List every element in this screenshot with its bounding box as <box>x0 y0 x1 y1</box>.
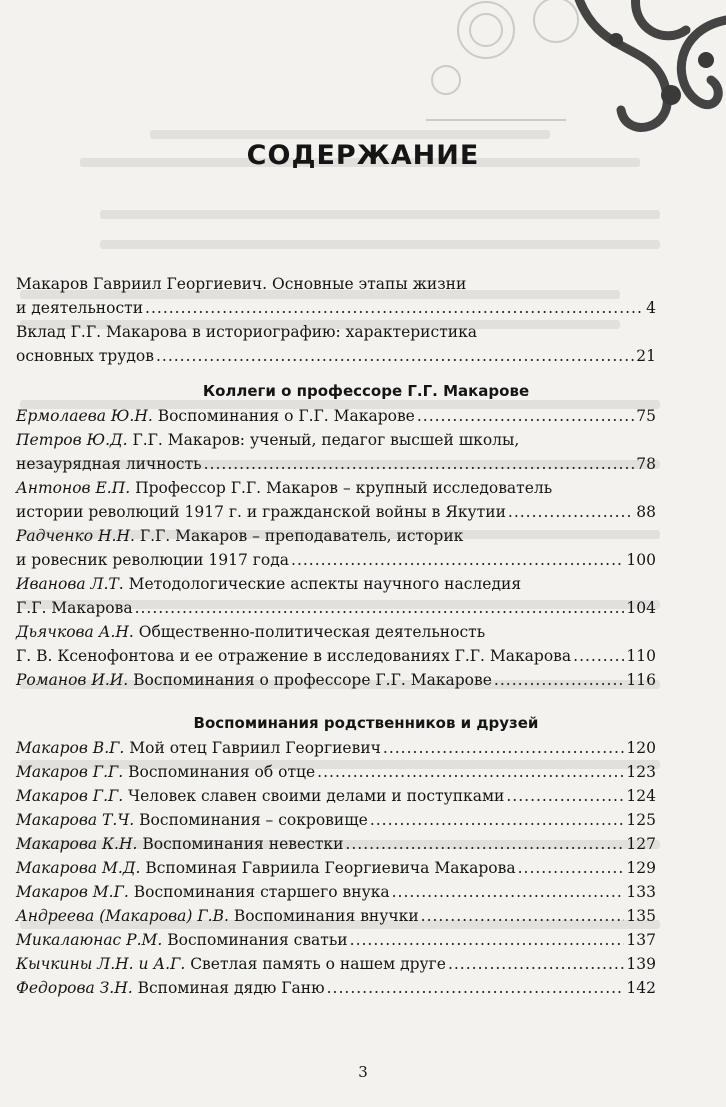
toc-entry: Макарова Т.Ч. Воспоминания – сокровище ..... 125 <box>16 808 656 832</box>
page-number: 125 <box>626 811 656 829</box>
entry-author: Макарова К.Н. <box>16 835 138 853</box>
toc-entry: Романов И.И. Воспоминания о профессоре Г.Г. Макарове ..... 116 <box>16 668 656 692</box>
toc-entry: Г.Г. Макарова ..... 104 <box>16 596 656 620</box>
toc-entry: Г. В. Ксенофонтова и ее отражение в исследованиях Г.Г. Макарова ..... 110 <box>16 644 656 668</box>
toc-entry: Кычкины Л.Н. и А.Г. Светлая память о нашем друге ..... 139 <box>16 952 656 976</box>
page-number: 124 <box>626 787 656 805</box>
dot-leader <box>392 880 625 904</box>
dot-leader <box>518 856 625 880</box>
page-number: 120 <box>626 739 656 757</box>
page-number: 104 <box>626 599 656 617</box>
toc-entry: Макарова К.Н. Воспоминания невестки ..... 127 <box>16 832 656 856</box>
entry-author: Макаров М.Г. <box>16 883 129 901</box>
dot-leader <box>370 808 625 832</box>
section-heading: Воспоминания родственников и друзей <box>193 714 539 732</box>
entry-author: Ермолаева Ю.Н. <box>16 407 153 425</box>
entry-author: Макаров Г.Г. <box>16 787 124 805</box>
toc-entry: Радченко Н.Н. Г.Г. Макаров – преподаватель, историк <box>16 527 464 545</box>
page-number: 123 <box>626 763 656 781</box>
toc-entry: Иванова Л.Т. Методологические аспекты научного наследия <box>16 575 522 593</box>
toc-entry: Дьячкова А.Н. Общественно-политическая деятельность <box>16 623 486 641</box>
entry-author: Андреева (Макарова) Г.В. <box>16 907 229 925</box>
toc-entry: Вклад Г.Г. Макарова в историографию: характеристика <box>16 323 478 341</box>
toc-entry: Макаров В.Г. Мой отец Гавриил Георгиевич ..... 120 <box>16 736 656 760</box>
dot-leader <box>145 296 644 320</box>
toc-entry: Федорова З.Н. Вспоминая дядю Ганю ..... 142 <box>16 976 656 1000</box>
toc-entry: Макаров М.Г. Воспоминания старшего внука ..... 133 <box>16 880 656 904</box>
toc-entry: основных трудов ..... 21 <box>16 344 656 368</box>
toc-entry: Андреева (Макарова) Г.В. Воспоминания внучки ..... 135 <box>16 904 656 928</box>
entry-author: Макарова М.Д. <box>16 859 141 877</box>
page-number: 142 <box>626 979 656 997</box>
page-number: 78 <box>636 455 656 473</box>
dot-leader <box>345 832 624 856</box>
ornament-decoration <box>426 0 726 150</box>
toc-entry: Ермолаева Ю.Н. Воспоминания о Г.Г. Макарове ..... 75 <box>16 404 656 428</box>
toc-entry: Макаров Гавриил Георгиевич. Основные этапы жизни <box>16 275 467 293</box>
toc-entry: Макаров Г.Г. Воспоминания об отце ..... 123 <box>16 760 656 784</box>
entry-author: Петров Ю.Д. <box>16 431 128 449</box>
page-title: СОДЕРЖАНИЕ <box>246 140 480 171</box>
page-number: 4 <box>646 299 656 317</box>
dot-leader <box>317 760 624 784</box>
toc-entry: незаурядная личность ..... 78 <box>16 452 656 476</box>
page-number: 133 <box>626 883 656 901</box>
page-number: 88 <box>636 503 656 521</box>
toc-entry: Макарова М.Д. Вспоминая Гавриила Георгиевича Макарова ..... 129 <box>16 856 656 880</box>
entry-author: Радченко Н.Н. <box>16 527 135 545</box>
entry-author: Дьячкова А.Н. <box>16 623 134 641</box>
page-folio-number: 3 <box>358 1063 368 1081</box>
dot-leader <box>204 452 635 476</box>
dot-leader <box>506 784 624 808</box>
page-number: 100 <box>626 551 656 569</box>
toc-entry: Микалаюнас Р.М. Воспоминания сватьи ..... 137 <box>16 928 656 952</box>
dot-leader <box>448 952 624 976</box>
page-number: 139 <box>626 955 656 973</box>
dot-leader <box>383 736 625 760</box>
table-of-contents <box>16 272 656 1000</box>
toc-entry: и деятельности ..... 4 <box>16 296 656 320</box>
toc-entry: Антонов Е.П. Профессор Г.Г. Макаров – крупный исследователь <box>16 479 553 497</box>
entry-author: Романов И.И. <box>16 671 129 689</box>
dot-leader <box>494 668 624 692</box>
dot-leader <box>350 928 625 952</box>
entry-author: Федорова З.Н. <box>16 979 133 997</box>
toc-entry: и ровесник революции 1917 года ..... 100 <box>16 548 656 572</box>
entry-author: Кычкины Л.Н. и А.Г. <box>16 955 186 973</box>
page-number: 75 <box>636 407 656 425</box>
page-number: 21 <box>636 347 656 365</box>
entry-author: Макарова Т.Ч. <box>16 811 135 829</box>
dot-leader <box>291 548 624 572</box>
page-number: 110 <box>626 647 656 665</box>
page-number: 116 <box>626 671 656 689</box>
dot-leader <box>573 644 624 668</box>
page-number: 135 <box>626 907 656 925</box>
dot-leader <box>156 344 634 368</box>
toc-entry: Петров Ю.Д. Г.Г. Макаров: ученый, педагог высшей школы, <box>16 431 520 449</box>
toc-entry: Макаров Г.Г. Человек славен своими делами и поступками ..... 124 <box>16 784 656 808</box>
dot-leader <box>135 596 625 620</box>
dot-leader <box>508 500 634 524</box>
dot-leader <box>421 904 625 928</box>
entry-author: Макаров Г.Г. <box>16 763 124 781</box>
section-heading: Коллеги о профессоре Г.Г. Макарове <box>202 382 530 400</box>
dot-leader <box>327 976 625 1000</box>
entry-author: Антонов Е.П. <box>16 479 131 497</box>
page-number: 137 <box>626 931 656 949</box>
page-number: 127 <box>626 835 656 853</box>
toc-entry: истории революций 1917 г. и гражданской войны в Якутии ..... 88 <box>16 500 656 524</box>
page-number: 129 <box>626 859 656 877</box>
dot-leader <box>417 404 634 428</box>
entry-author: Макаров В.Г. <box>16 739 125 757</box>
entry-author: Иванова Л.Т. <box>16 575 124 593</box>
entry-author: Микалаюнас Р.М. <box>16 931 163 949</box>
